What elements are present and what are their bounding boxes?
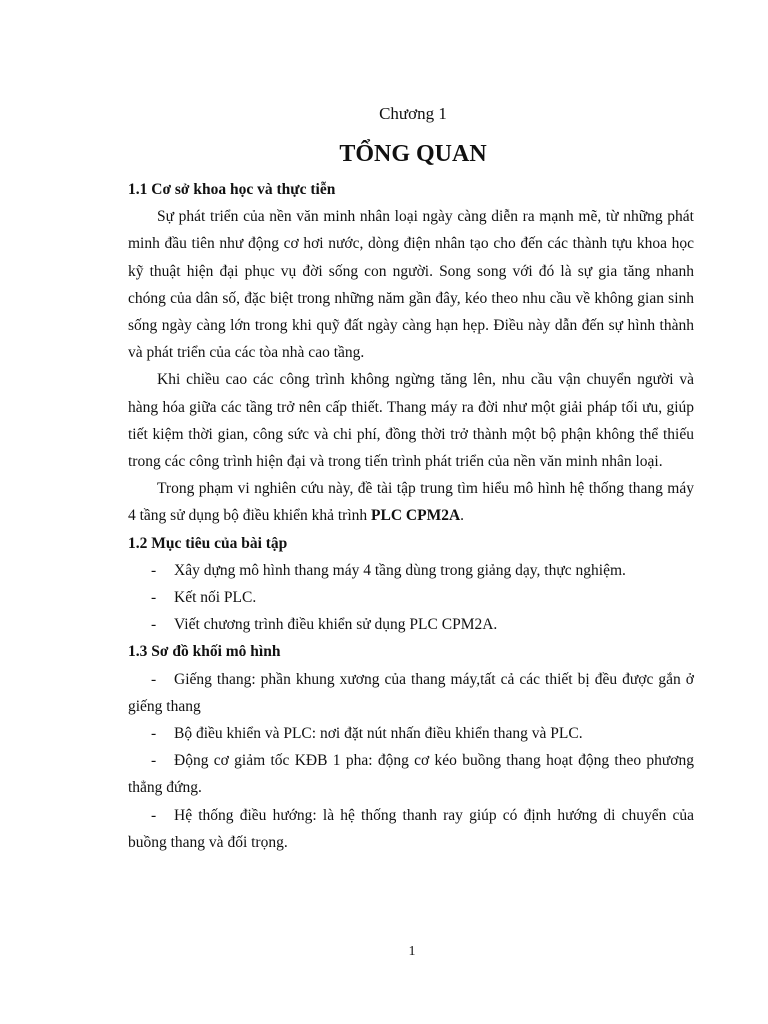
objectives-list bbox=[128, 557, 694, 639]
page-number: 1 bbox=[408, 944, 416, 959]
list-item bbox=[128, 557, 694, 584]
paragraph-3-text: Trong phạm vi nghiên cứu này, đề tài tập trung tìm hiểu mô hình hệ thống thang máy 4 tầng sử dụng bộ điều khiển khả trình bbox=[128, 480, 694, 525]
list-item bbox=[128, 802, 694, 856]
page-content bbox=[128, 100, 694, 856]
paragraph-3 bbox=[128, 475, 694, 529]
list-item-text: Hệ thống điều hướng: là hệ thống thanh ray giúp có định hướng di chuyển của buồng thang và đối trọng. bbox=[128, 806, 694, 851]
list-item bbox=[128, 666, 694, 720]
list-item-text: Giếng thang: phần khung xương của thang máy,tất cả các thiết bị đều được gắn ở giếng thang bbox=[128, 670, 694, 715]
dash-bullet: - bbox=[151, 561, 157, 579]
list-item bbox=[128, 611, 694, 638]
block-diagram-list bbox=[128, 666, 694, 856]
plc-model-name: PLC CPM2A bbox=[371, 507, 461, 525]
dash-bullet: - bbox=[151, 616, 157, 634]
list-item bbox=[128, 584, 694, 611]
dash-bullet: - bbox=[151, 752, 157, 770]
dash-bullet: - bbox=[151, 806, 157, 824]
list-item bbox=[128, 720, 694, 747]
paragraph-2: Khi chiều cao các công trình không ngừng tăng lên, nhu cầu vận chuyển người và hàng hóa giữa các tầng trở nên cấp thiết. Thang máy ra đời như một giải pháp tối ưu, giúp tiết kiệm thời gian, công sức và chi phí, đồng thời trở thành một bộ phận không thể thiếu trong các công trình hiện đại và trong tiến trình phát triển của nền văn minh nhân loại. bbox=[128, 371, 694, 471]
dash-bullet: - bbox=[151, 725, 157, 743]
list-item bbox=[128, 747, 694, 801]
list-item-text: Xây dựng mô hình thang máy 4 tầng dùng trong giảng dạy, thực nghiệm. bbox=[174, 561, 626, 579]
section-heading-1-3: 1.3 Sơ đồ khối mô hình bbox=[128, 643, 281, 661]
list-item-text: Kết nối PLC. bbox=[174, 589, 257, 607]
dash-bullet: - bbox=[151, 589, 157, 607]
paragraph-1: Sự phát triển của nền văn minh nhân loại ngày càng diễn ra mạnh mẽ, từ những phát minh đầu tiên như động cơ hơi nước, dòng điện nhân tạo cho đến các thành tựu khoa học kỹ thuật hiện đại phục vụ đời sống con người. Song song với đó là sự gia tăng nhanh chóng của dân số, đặc biệt trong những năm gần đây, kéo theo nhu cầu về không gian sinh sống ngày càng lớn trong khi quỹ đất ngày càng hạn hẹp. Điều này dẫn đến sự hình thành và phát triển của các tòa nhà cao tầng. bbox=[128, 208, 694, 362]
dash-bullet: - bbox=[151, 670, 157, 688]
chapter-title: TỔNG QUAN bbox=[339, 141, 487, 167]
list-item-text: Viết chương trình điều khiển sử dụng PLC CPM2A. bbox=[174, 616, 498, 634]
chapter-label: Chương 1 bbox=[379, 104, 447, 123]
section-heading-1-1: 1.1 Cơ sở khoa học và thực tiễn bbox=[128, 181, 336, 198]
list-item-text: Bộ điều khiển và PLC: nơi đặt nút nhấn điều khiển thang và PLC. bbox=[174, 725, 583, 743]
section-heading-1-2: 1.2 Mục tiêu của bài tập bbox=[128, 534, 288, 552]
list-item-text: Động cơ giảm tốc KĐB 1 pha: động cơ kéo buồng thang hoạt động theo phương thẳng đứng. bbox=[128, 752, 694, 797]
paragraph-3-end: . bbox=[460, 507, 465, 525]
